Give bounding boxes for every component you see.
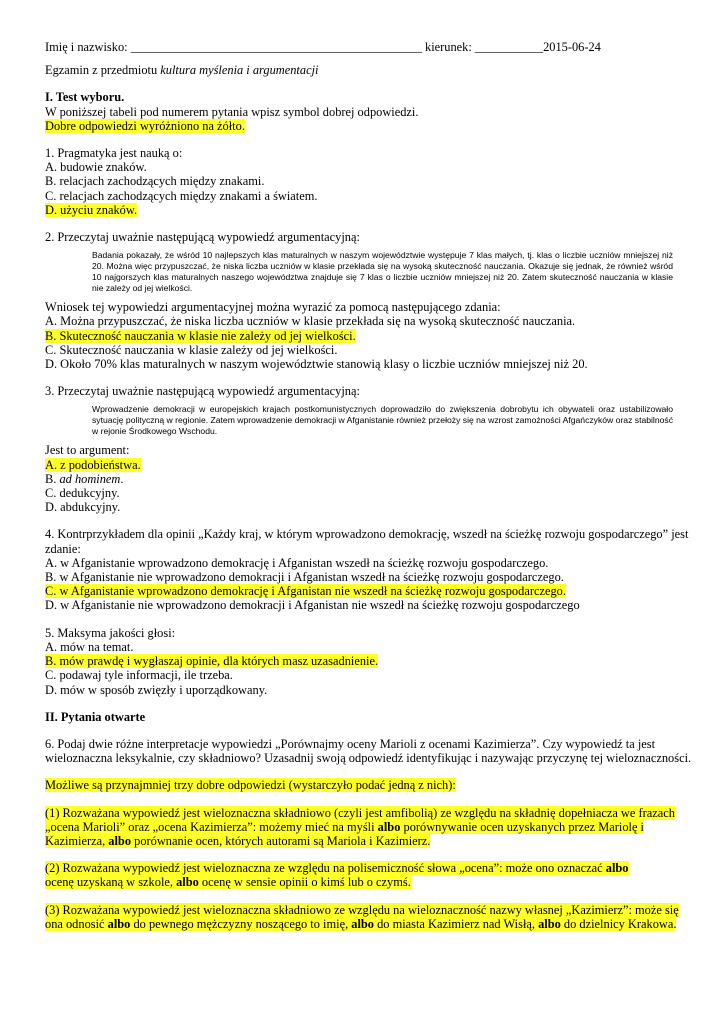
header-line <box>45 40 685 54</box>
q3-option-d: D. abdukcyjny. <box>45 500 121 515</box>
name-label: Imię i nazwisko: <box>45 40 128 54</box>
q5-option-c: C. podawaj tyle informacji, ile trzeba. <box>45 668 233 683</box>
q2-option-a: A. Można przypuszczać, że niska liczba uczniów w klasie przekłada się na wysoką skuteczność nauczania. <box>45 314 576 329</box>
q2-option-b: B. Skuteczność nauczania w klasie nie zależy od jej wielkości. <box>45 328 356 343</box>
q2-option-d: D. Około 70% klas maturalnych w naszym województwie stanowią klasy o liczbie uczniów mniejszej niż 20. <box>45 357 588 372</box>
q6-answers-intro: Możliwe są przynajmniej trzy dobre odpowiedzi (wystarczyło podać jedną z nich): <box>45 778 456 793</box>
q6-answer-3: (3) Rozważana wypowiedź jest wieloznaczna składniowo ze względu na wieloznaczność nazwy własnej „Kazimierz”: może się <box>45 902 679 917</box>
direction-label: kierunek: <box>425 40 472 54</box>
q5-option-d: D. mów w sposób zwięzły i uporządkowany. <box>45 682 268 697</box>
q4-question: 4. Kontrprzykładem dla opinii „Każdy kraj, w którym wprowadzono demokrację, wszedł na ścieżkę rozwoju gospodarczego” jest <box>45 527 689 542</box>
q2-quote: Badania pokazały, że wśród 10 najlepszych klas maturalnych w naszym województwie występuje 7 klas małych, tj. klas o liczbie uczniów mniejszej niż 20. Można więc przypuszczać, że niska liczba uczniów w klasie przekłada się na wysoką skuteczność nauczania. Okazuje się jednak, że również wśród 10 najgorszych klas maturalnych naszego województwa znajduje się 7 klas o liczbie uczniów mniejszej niż 20. Zatem skuteczność nauczania w klasie nie zależy od jej wielkości. <box>92 250 673 294</box>
q2-question: 2. Przeczytaj uważnie następującą wypowiedź argumentacyjną: <box>45 230 360 245</box>
q6-answer-2-line2: ocenę uzyskaną w szkole, albo ocenę w sensie opinii o kimś lub o czymś. <box>45 875 411 890</box>
q5-option-b: B. mów prawdę i wygłaszaj opinie, dla których masz uzasadnienie. <box>45 654 379 669</box>
section2-title: II. Pytania otwarte <box>45 709 146 724</box>
q3-question: 3. Przeczytaj uważnie następującą wypowiedź argumentacyjną: <box>45 384 360 399</box>
exam-date: 2015-06-24 <box>543 40 601 54</box>
q5-option-a: A. mów na temat. <box>45 639 134 654</box>
q4-option-c: C. w Afganistanie wprowadzono demokrację i Afganistan nie wszedł na ścieżkę rozwoju gospodarczego. <box>45 584 566 599</box>
q4-option-b: B. w Afganistanie nie wprowadzono demokracji i Afganistan wszedł na ścieżkę rozwoju gospodarczego. <box>45 570 564 585</box>
q3-option-a: A. z podobieństwa. <box>45 457 141 472</box>
q1-question: 1. Pragmatyka jest nauką o: <box>45 146 183 161</box>
q1-option-c: C. relacjach zachodzących między znakami a światem. <box>45 188 318 203</box>
q4-question-cont: zdanie: <box>45 541 81 556</box>
q6-question: 6. Podaj dwie różne interpretacje wypowiedzi „Porównajmy oceny Marioli z ocenami Kazimierza”. Czy wypowiedź ta jest <box>45 736 656 751</box>
section1-instruction: W poniższej tabeli pod numerem pytania wpisz symbol dobrej odpowiedzi. <box>45 104 419 119</box>
q1-option-d: D. użyciu znaków. <box>45 202 138 217</box>
q3-quote: Wprowadzenie demokracji w europejskich krajach postkomunistycznych doprowadziło do zwiększenia dobrobytu ich obywateli oraz ustabilizowało sytuację polityczną w regionie. Zatem wprowadzenie demokracji w Afganistanie również przełoży się na wzrost zamożności Afgańczyków oraz stabilność w rejonie Środkowego Wschodu. <box>92 404 673 437</box>
q4-option-d: D. w Afganistanie nie wprowadzono demokracji i Afganistan nie wszedł na ścieżkę rozwoju gospodarczego <box>45 598 580 613</box>
q5-question: 5. Maksyma jakości głosi: <box>45 625 176 640</box>
q3-prompt: Jest to argument: <box>45 443 130 458</box>
section1-title: I. Test wyboru. <box>45 90 125 105</box>
section1-note: Dobre odpowiedzi wyróżniono na żółto. <box>45 118 245 133</box>
exam-subject: kultura myślenia i argumentacji <box>160 63 319 78</box>
q6-answer-1: (1) Rozważana wypowiedź jest wieloznaczna składniowo (czyli jest amfibolią) ze względu na składnię dopełniacza we frazach <box>45 805 675 820</box>
q1-option-b: B. relacjach zachodzących między znakami. <box>45 174 265 189</box>
q6-answer-1-line2: „ocena Marioli” oraz „ocena Kazimierza”: możemy mieć na myśli albo porównywanie ocen uzyskanych przez Mariolę i <box>45 819 644 834</box>
name-blank: _______________________________________________ <box>130 40 422 54</box>
q6-answer-2: (2) Rozważana wypowiedź jest wieloznaczna ze względu na polisemiczność słowa „ocena”: może ono oznaczać albo <box>45 861 629 876</box>
q2-prompt: Wniosek tej wypowiedzi argumentacyjnej można wyrazić za pomocą następującego zdania: <box>45 300 501 315</box>
direction-blank: ___________ <box>474 40 544 54</box>
q6-answer-3-line2: ona odnosić albo do pewnego mężczyzny noszącego to imię, albo do miasta Kazimierz nad Wisłą, albo do dzielnicy Krakowa. <box>45 916 677 931</box>
q4-option-a: A. w Afganistanie wprowadzono demokrację i Afganistan wszedł na ścieżkę rozwoju gospodarczego. <box>45 555 549 570</box>
q3-option-b: B. ad hominem. <box>45 471 124 486</box>
q6-answer-1-line3: Kazimierza, albo porównanie ocen, których autorami są Mariola i Kazimierz. <box>45 833 431 848</box>
exam-page <box>45 40 692 931</box>
q1-option-a: A. budowie znaków. <box>45 160 147 175</box>
q2-option-c: C. Skuteczność nauczania w klasie zależy od jej wielkości. <box>45 342 338 357</box>
exam-title: Egzamin z przedmiotu kultura myślenia i argumentacji <box>45 63 319 78</box>
q6-question-cont: wieloznaczna leksykalnie, czy składniowo? Uzasadnij swoją odpowiedź identyfikując i nazywając przyczynę tej wieloznaczności. <box>45 751 692 766</box>
q3-option-c: C. dedukcyjny. <box>45 486 120 501</box>
